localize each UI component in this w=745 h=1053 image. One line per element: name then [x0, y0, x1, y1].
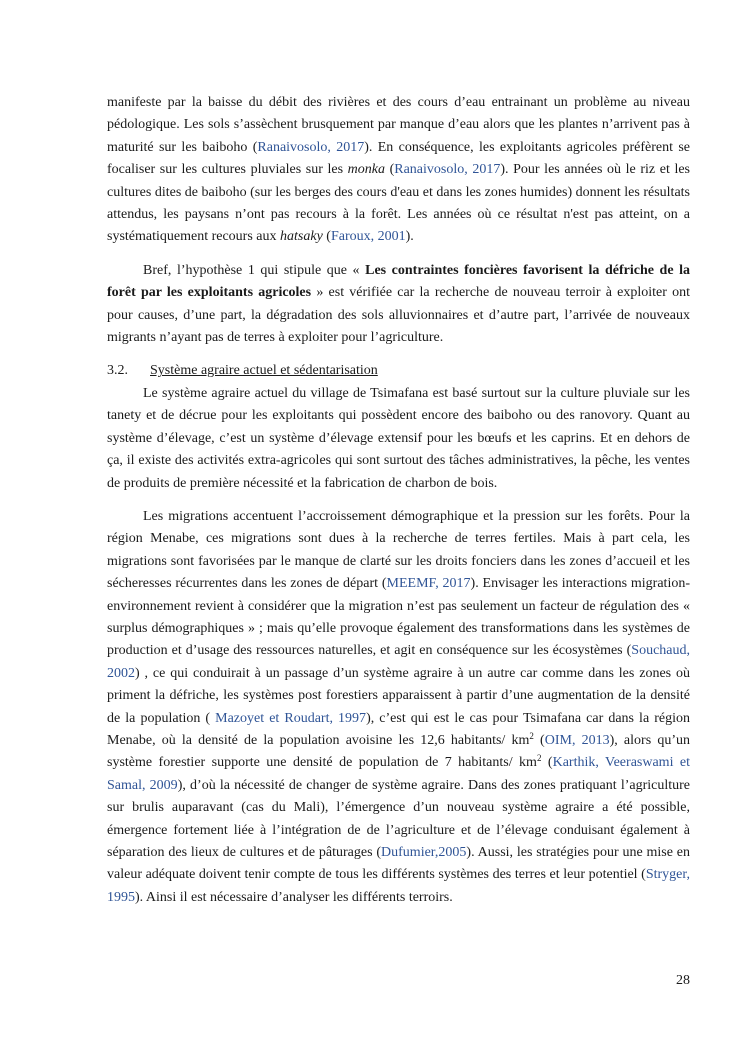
citation-link[interactable]: Karthik, Veeraswami et Samal, 2009	[107, 755, 691, 793]
hypothesis-paragraph	[107, 260, 690, 350]
text-run: (	[541, 755, 553, 771]
text-run: (	[384, 162, 395, 178]
text-run: ). Pour les années où le riz et les cultures dites de baiboho (sur les berges des cours d'eau et dans les zones humides) donnent les résultats attendus, les paysans n’ont pas recours à la forêt. Les années où ce résultat n'est pas atteint, on a systématiquement recours aux	[107, 162, 690, 245]
text-run: ).	[405, 229, 414, 245]
section-title: Système agraire actuel et sédentarisation	[150, 363, 378, 379]
page-number: 28	[676, 973, 690, 988]
italic-term: monka	[347, 162, 385, 178]
paragraph-continuation	[107, 92, 690, 249]
citation-link[interactable]: OIM, 2013	[544, 732, 610, 748]
citation-link[interactable]: Stryger, 1995	[107, 867, 690, 905]
text-run: ). Envisager les interactions migration-environnement revient à considérer que la migration n’est pas seulement un facteur de régulation des « surplus démographiques » ; mais qu’elle provoque également des transformations dans les systèmes de production et d’usage des ressources naturelles, et agit en conséquence sur les écosystèmes (	[107, 576, 691, 659]
section-number: 3.2.	[107, 363, 128, 379]
superscript: 2	[529, 730, 534, 741]
text-run: ) , ce qui conduirait à un passage d’un système agraire à un autre car comme dans les zones où priment la défriche, les systèmes post forestiers apparaissent à partir d’une augmentation de la densité de la population (	[107, 665, 690, 726]
body-text	[107, 92, 690, 909]
citation-link[interactable]: Mazoyet et Roudart, 1997	[210, 710, 367, 726]
text-run: Bref, l’hypothèse 1 qui stipule que «	[143, 262, 366, 278]
superscript: 2	[536, 753, 542, 764]
text-run: ), d’où la nécessité de changer de système agraire. Dans des zones pratiquant l’agriculture sur brulis auparavant (cas du Mali), l’émergence d’un nouveau système agraire a été possible, émergence fortement liée à l’intégration de de l’agriculture et de l’élevage conduisant également à séparation des lieux de cultures et de pâturages (	[107, 777, 691, 860]
text-run: ). En conséquence, les exploitants agricoles préfèrent se focaliser sur les cultures pluviales sur les	[107, 139, 690, 178]
text-run: ), alors qu’un système forestier supporte une densité de population de 7 habitants/ km	[107, 732, 690, 771]
text-run: Les migrations accentuent l’accroissement démographique et la pression sur les forêts. Pour la région Menabe, ces migrations sont dues à la recherche de terres fertiles. Mais à part cela, les migrations sont favorisées par le manque de clarté sur les droits fonciers dans les zones d’accueil et les sécheresses récurrentes dans les zones de départ (	[107, 508, 690, 592]
hypothesis-statement: Les contraintes foncières favorisent la défriche de la forêt par les exploitants agricoles	[107, 262, 690, 301]
citation-link[interactable]: Faroux, 2001	[330, 229, 406, 245]
citation-link[interactable]: Ranaivosolo, 2017	[257, 139, 365, 155]
text-run: ). Ainsi il est nécessaire d’analyser les différents terroirs.	[135, 889, 453, 905]
citation-link[interactable]: MEEMF, 2017	[386, 576, 471, 592]
text-run: ). Aussi, les stratégies pour une mise en valeur adéquate doivent tenir compte de tous les différents systèmes des terres et leur potentiel (	[107, 845, 690, 883]
text-run: manifeste par la baisse du débit des rivières et des cours d’eau entrainant un problème au niveau pédologique. Les sols s’assèchent brusquement par manque d’eau alors que les plantes n’arrivent pas à maturité sur les baiboho (	[107, 95, 690, 155]
citation-link[interactable]: Souchaud, 2002	[107, 643, 690, 681]
citation-link[interactable]: Dufumier,2005	[381, 845, 467, 860]
text-run: (	[533, 732, 545, 748]
text-run: Le système agraire actuel du village de Tsimafana est basé surtout sur la culture pluviale sur les tanety et de décrue pour les exploitants qui possèdent encore des baiboho ou des ranovory. Quant au système d’élevage, c’est un système d’élevage extensif pour les bœufs et les caprins. Et en dehors de ça, il existe des activités extra-agricoles qui sont surtout des tâches administratives, la pêche, les ventes de produits de première nécessité et la fabrication de charbon de bois.	[107, 385, 690, 491]
citation-link[interactable]: Ranaivosolo, 2017	[394, 162, 501, 178]
agrarian-system-paragraph	[107, 383, 690, 495]
section-heading	[107, 360, 690, 382]
text-run: (	[322, 229, 331, 245]
text-run: » est vérifiée car la recherche de nouveau terroir à exploiter ont pour causes, d’une part, la dégradation des sols alluvionnaires et d’autre part, l’arrivée de nouveaux migrants n’ayant pas de terres à exploiter pour l’agriculture.	[107, 285, 690, 346]
italic-term: hatsaky	[280, 229, 323, 245]
text-run: ), c’est qui est le cas pour Tsimafana car dans la région Menabe, où la densité de la population avoisine les 12,6 habitants/ km	[107, 710, 690, 748]
migration-paragraph	[107, 506, 690, 909]
